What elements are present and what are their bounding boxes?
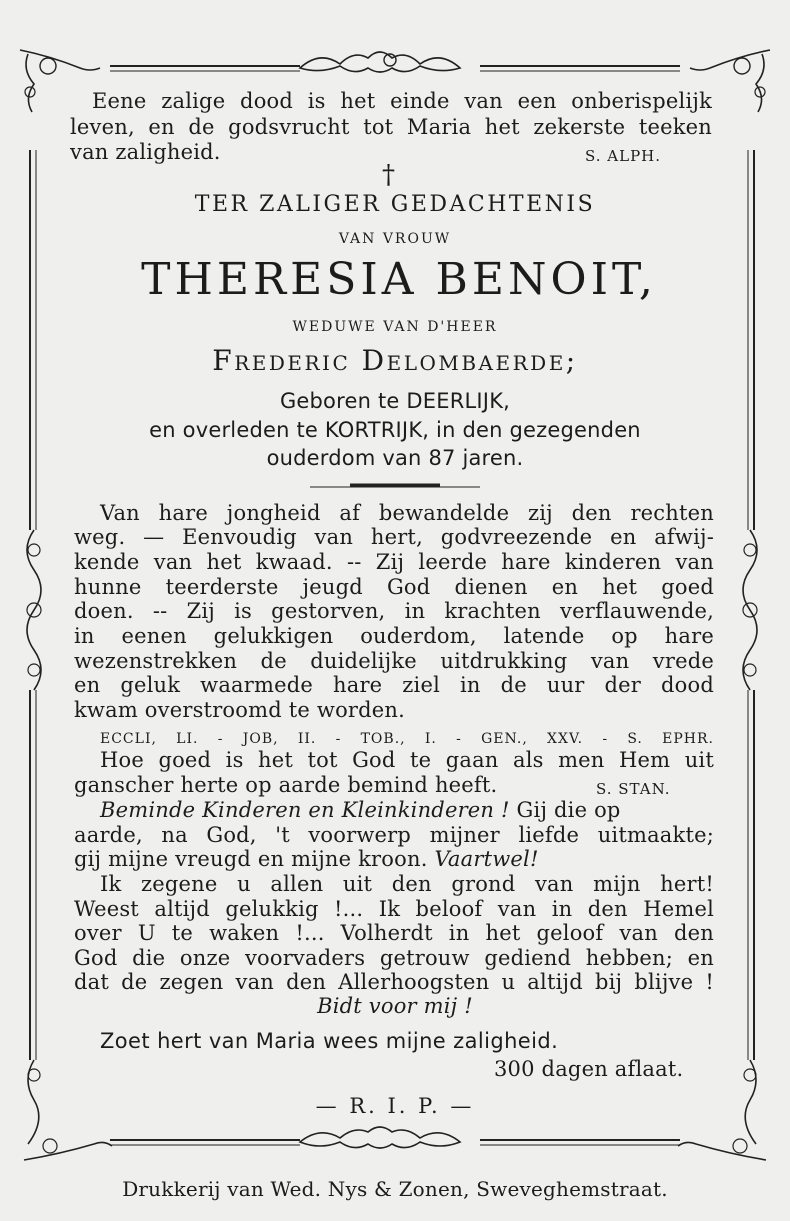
- p1-line-6: in eenen gelukkigen ouderdom, latende op hare: [74, 624, 714, 648]
- intro-line-3-text: van zaligheid.: [70, 140, 221, 164]
- husband-name: Frederic Delombaerde;: [212, 344, 578, 377]
- p4-line-3: over U te waken !... Volherdt in het geloof van den: [74, 921, 714, 945]
- p1-line-2: weg. — Eenvoudig van hert, godvreezende en afwij-: [74, 525, 714, 549]
- p1-line-5: doen. -- Zij is gestorven, in krachten verflauwende,: [74, 599, 714, 623]
- p2-line-2-text: ganscher herte op aarde bemind heeft.: [74, 773, 498, 797]
- age-line: ouderdom van 87 jaren.: [266, 446, 524, 470]
- indulgence-note: 300 dagen aflaat.: [494, 1057, 684, 1081]
- p3-line-1-rest: Gij die op: [509, 798, 621, 822]
- p1-line-7: wezenstrekken de duidelijke uitdrukking van vrede: [74, 649, 714, 673]
- p2-line-2: [74, 773, 714, 797]
- p4-line-1: Ik zegene u allen uit den grond van mijn hert!: [100, 872, 714, 896]
- p1-line-3: kende van het kwaad. -- Zij leerde hare kinderen van: [74, 550, 714, 574]
- heading-line-1: TER ZALIGER GEDACHTENIS: [194, 192, 596, 217]
- born-line: Geboren te DEERLIJK,: [279, 389, 511, 413]
- intro-line-3: [70, 140, 690, 164]
- p3-line-2: aarde, na God, 't voorwerp mijner liefde uitmaakte;: [74, 823, 714, 847]
- p3-italic-address: Beminde Kinderen en Kleinkinderen !: [100, 798, 510, 822]
- p3-line-3: [74, 847, 714, 871]
- rip-line: — R. I. P. —: [315, 1094, 475, 1118]
- p4-line-5: dat de zegen van den Allerhoogsten u altijd bij blijve !: [74, 970, 714, 994]
- printer-imprint: Drukkerij van Wed. Nys & Zonen, Sweveghemstraat.: [122, 1177, 668, 1201]
- deceased-name: THERESIA BENOIT,: [141, 254, 657, 305]
- scripture-references: ECCLI, LI. - JOB, II. - TOB., I. - GEN., XXV. - S. EPHR.: [100, 731, 714, 747]
- p2-source: S. STAN.: [596, 780, 671, 798]
- p2-line-1: Hoe goed is het tot God te gaan als men Hem uit: [100, 748, 714, 772]
- intro-line-1: Eene zalige dood is het einde van een onberispelijk: [92, 89, 712, 113]
- p1-line-8: en geluk waarmede hare ziel in de uur der dood: [74, 673, 714, 697]
- p3-line-3-text: gij mijne vreugd en mijne kroon.: [74, 847, 428, 871]
- p1-line-4: hunne teerderste jeugd God dienen en het goed: [74, 575, 714, 599]
- p1-last-line: kwam overstroomd te worden.: [74, 698, 406, 722]
- p3-farewell: Vaartwel!: [434, 847, 539, 871]
- p4-line-4: God die onze voorvaders getrouw gediend hebben; en: [74, 946, 714, 970]
- p1-line-1: Van hare jongheid af bewandelde zij den rechten: [100, 501, 714, 525]
- heading-line-2: VAN VROUW: [338, 231, 452, 247]
- pray-for-me: Bidt voor mij !: [317, 994, 473, 1018]
- intro-source: S. ALPH.: [585, 147, 662, 165]
- cross-symbol: †: [382, 160, 395, 190]
- p3-line-1: [100, 798, 714, 822]
- p4-line-2: Weest altijd gelukkig !... Ik beloof van in den Hemel: [74, 897, 714, 921]
- widow-of-line: WEDUWE VAN D'HEER: [292, 319, 498, 335]
- closing-prayer: Zoet hert van Maria wees mijne zaligheid.: [100, 1029, 559, 1053]
- intro-line-2: leven, en de godsvrucht tot Maria het zekerste teeken: [70, 115, 712, 139]
- died-line: en overleden te KORTRIJK, in den gezegenden: [149, 418, 641, 442]
